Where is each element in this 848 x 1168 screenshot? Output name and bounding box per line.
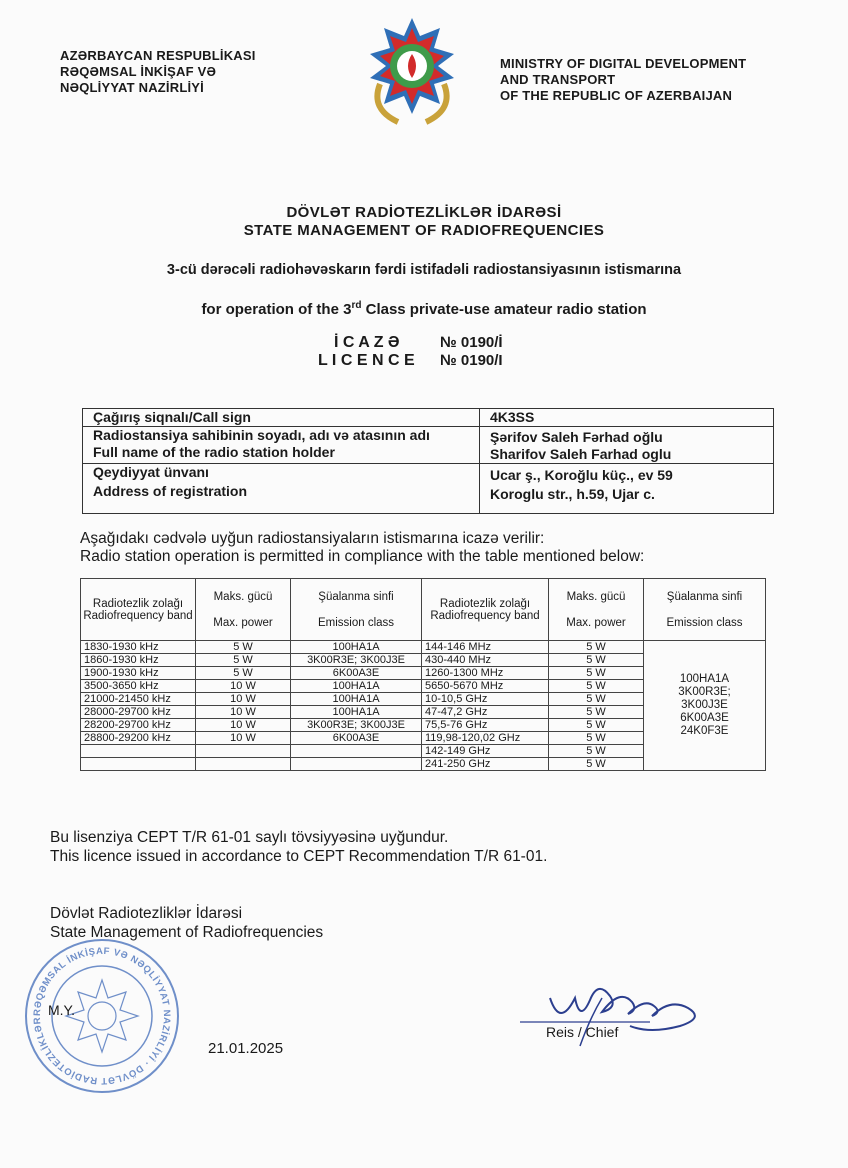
header-band: [81, 579, 196, 641]
power-cell: 10 W: [196, 680, 291, 693]
subtitle-en-text-2: Class private-use amateur radio station: [361, 301, 647, 318]
cept-note-en: This licence issued in accordance to CEPT Recommendation T/R 61-01.: [50, 848, 548, 865]
header-band-en: Radiofrequency band: [83, 609, 193, 622]
header-band-az: Radiotezlik zolağı: [92, 597, 184, 610]
agency-title-az: DÖVLƏT RADİOTEZLİKLƏR İDARƏSİ: [286, 204, 562, 221]
band2-cell: 1260-1300 MHz: [422, 667, 549, 680]
header-band2-en: Radiofrequency band: [430, 609, 540, 622]
band-cell: 3500-3650 kHz: [81, 680, 196, 693]
subtitle-en-sup: rd: [351, 300, 362, 311]
band-table: [80, 578, 766, 771]
cept-note-az: Bu lisenziya CEPT T/R 61-01 saylı tövsiyyəsinə uyğundur.: [50, 829, 449, 846]
power2-cell: 5 W: [549, 654, 644, 667]
power2-cell: 5 W: [549, 667, 644, 680]
emission-cell: 6K00A3E: [291, 732, 422, 745]
header-band-2: [422, 579, 549, 641]
address-label-az: Qeydiyyat ünvanı: [93, 464, 209, 480]
address-value-az: Ucar ş., Koroğlu küç., ev 59: [490, 467, 673, 483]
band-cell: [81, 745, 196, 758]
emission-cell: 100HA1A: [291, 706, 422, 719]
my-label: M.Y.: [48, 1002, 75, 1018]
band-cell: 28000-29700 kHz: [81, 706, 196, 719]
licence-numbers: [440, 334, 503, 370]
emission2-merged-line: 100HA1A: [679, 673, 730, 685]
name-value: [480, 427, 774, 464]
band2-cell: 144-146 MHz: [422, 641, 549, 654]
band2-cell: 47-47,2 GHz: [422, 706, 549, 719]
band2-cell: 241-250 GHz: [422, 758, 549, 771]
band-cell: 28800-29200 kHz: [81, 732, 196, 745]
header-left-line: AZƏRBAYCAN RESPUBLİKASI: [60, 48, 256, 63]
power2-cell: 5 W: [549, 745, 644, 758]
emission2-merged-line: 24K0F3E: [680, 725, 729, 737]
header-power2-az: Maks. gücü: [566, 590, 626, 603]
power-cell: [196, 745, 291, 758]
band-cell: [81, 758, 196, 771]
header-emission: [291, 579, 422, 641]
power-cell: 5 W: [196, 654, 291, 667]
header-band2-az: Radiotezlik zolağı: [439, 597, 531, 610]
header-right-line: MINISTRY OF DIGITAL DEVELOPMENT: [500, 56, 747, 71]
header-power-az: Maks. gücü: [213, 590, 273, 603]
permit-text-az: Aşağıdakı cədvələ uyğun radiostansiyaların istismarına icazə verilir:: [80, 530, 545, 547]
subtitle-en: [0, 300, 848, 318]
licence-number-az: № 0190/İ: [440, 334, 503, 351]
emission2-merged-cell: [644, 641, 766, 771]
footer-agency-az: Dövlət Radiotezliklər İdarəsi: [50, 905, 243, 922]
state-emblem-icon: [360, 14, 464, 128]
stamp-text: RƏQƏMSAL İNKİŞAF VƏ NƏQLİYYAT NAZİRLİYİ · DÖVLƏT RADİOTEZLİKLƏR: [31, 945, 173, 1087]
power-cell: 5 W: [196, 641, 291, 654]
name-label: [83, 427, 480, 464]
header-power-2: [549, 579, 644, 641]
name-label-az: Radiostansiya sahibinin soyadı, adı və atasının adı: [93, 427, 430, 443]
header-emission2-az: Şüalanma sinfi: [666, 590, 743, 603]
subtitle-az: 3-cü dərəcəli radiohəvəskarın fərdi istifadəli radiostansiyasının istismarına: [166, 262, 682, 278]
header-power2-en: Max. power: [566, 616, 626, 629]
emission-cell: [291, 758, 422, 771]
emission-cell: 100HA1A: [291, 693, 422, 706]
name-value-az: Şərifov Saleh Fərhad oğlu: [490, 429, 663, 445]
address-value: [480, 464, 774, 514]
emission2-merged-line: 6K00A3E: [680, 712, 729, 724]
band2-cell: 430-440 MHz: [422, 654, 549, 667]
band-cell: 1860-1930 kHz: [81, 654, 196, 667]
power2-cell: 5 W: [549, 706, 644, 719]
licence-label-en: L I C E N C E: [318, 352, 415, 369]
power-cell: [196, 758, 291, 771]
power-cell: 10 W: [196, 719, 291, 732]
address-value-en: Koroglu str., h.59, Ujar c.: [490, 486, 655, 502]
power2-cell: 5 W: [549, 693, 644, 706]
band2-cell: 142-149 GHz: [422, 745, 549, 758]
licence-number-en: № 0190/I: [440, 352, 503, 369]
header-right: [500, 56, 746, 104]
power2-cell: 5 W: [549, 758, 644, 771]
name-value-en: Sharifov Saleh Farhad oglu: [490, 446, 672, 462]
header-right-line: AND TRANSPORT: [500, 72, 616, 87]
power-cell: 10 W: [196, 732, 291, 745]
cept-note: [50, 828, 547, 866]
official-stamp-icon: [22, 936, 182, 1096]
permit-text: [80, 530, 644, 566]
band-cell: 21000-21450 kHz: [81, 693, 196, 706]
band2-cell: 119,98-120,02 GHz: [422, 732, 549, 745]
address-label: [83, 464, 480, 514]
issue-date: 21.01.2025: [208, 1040, 284, 1057]
band-cell: 28200-29700 kHz: [81, 719, 196, 732]
address-label-en: Address of registration: [93, 483, 248, 499]
power2-cell: 5 W: [549, 732, 644, 745]
licence-labels: [318, 334, 415, 370]
footer-agency-en: State Management of Radiofrequencies: [50, 924, 324, 941]
table-row: [81, 641, 766, 654]
emission-cell: 100HA1A: [291, 680, 422, 693]
emission-cell: 100HA1A: [291, 641, 422, 654]
callsign-label: Çağırış siqnalı/Call sign: [83, 409, 480, 427]
band2-cell: 10-10,5 GHz: [422, 693, 549, 706]
agency-title-en: STATE MANAGEMENT OF RADIOFREQUENCIES: [243, 222, 605, 239]
svg-text:RƏQƏMSAL İNKİŞAF VƏ NƏQLİYYAT: [22, 936, 172, 1086]
band-cell: 1830-1930 kHz: [81, 641, 196, 654]
header-left-line: NƏQLİYYAT NAZİRLİYİ: [60, 80, 204, 95]
power2-cell: 5 W: [549, 641, 644, 654]
emission-cell: 3K00R3E; 3K00J3E: [291, 654, 422, 667]
power-cell: 5 W: [196, 667, 291, 680]
callsign-value: 4K3SS: [480, 409, 774, 427]
power-cell: 10 W: [196, 693, 291, 706]
emission2-merged-line: 3K00J3E: [681, 699, 728, 711]
permit-text-en: Radio station operation is permitted in compliance with the table mentioned below:: [80, 548, 645, 565]
chief-label: Reis / Chief: [546, 1024, 619, 1040]
header-power: [196, 579, 291, 641]
header-power-en: Max. power: [213, 616, 273, 629]
holder-table: [82, 408, 774, 514]
licence-label-az: İ C A Z Ə: [334, 334, 400, 351]
emission-cell: [291, 745, 422, 758]
header-emission-en: Emission class: [317, 616, 395, 629]
header-emission-2: [644, 579, 766, 641]
power-cell: 10 W: [196, 706, 291, 719]
band-table-body: [81, 641, 766, 771]
agency-title: [0, 204, 848, 240]
emission-cell: 6K00A3E: [291, 667, 422, 680]
subtitle-en-text: for operation of the 3: [201, 301, 352, 318]
band2-cell: 5650-5670 MHz: [422, 680, 549, 693]
header-emission-az: Şüalanma sinfi: [318, 590, 394, 603]
header-left-line: RƏQƏMSAL İNKİŞAF VƏ: [60, 64, 217, 79]
band-cell: 1900-1930 kHz: [81, 667, 196, 680]
header-emission2-en: Emission class: [666, 616, 743, 629]
emission-cell: 3K00R3E; 3K00J3E: [291, 719, 422, 732]
power2-cell: 5 W: [549, 719, 644, 732]
header-left: [60, 48, 256, 96]
header-right-line: OF THE REPUBLIC OF AZERBAIJAN: [500, 88, 733, 103]
name-label-en: Full name of the radio station holder: [93, 444, 335, 460]
emission2-merged-line: 3K00R3E;: [678, 686, 731, 698]
band2-cell: 75,5-76 GHz: [422, 719, 549, 732]
power2-cell: 5 W: [549, 680, 644, 693]
